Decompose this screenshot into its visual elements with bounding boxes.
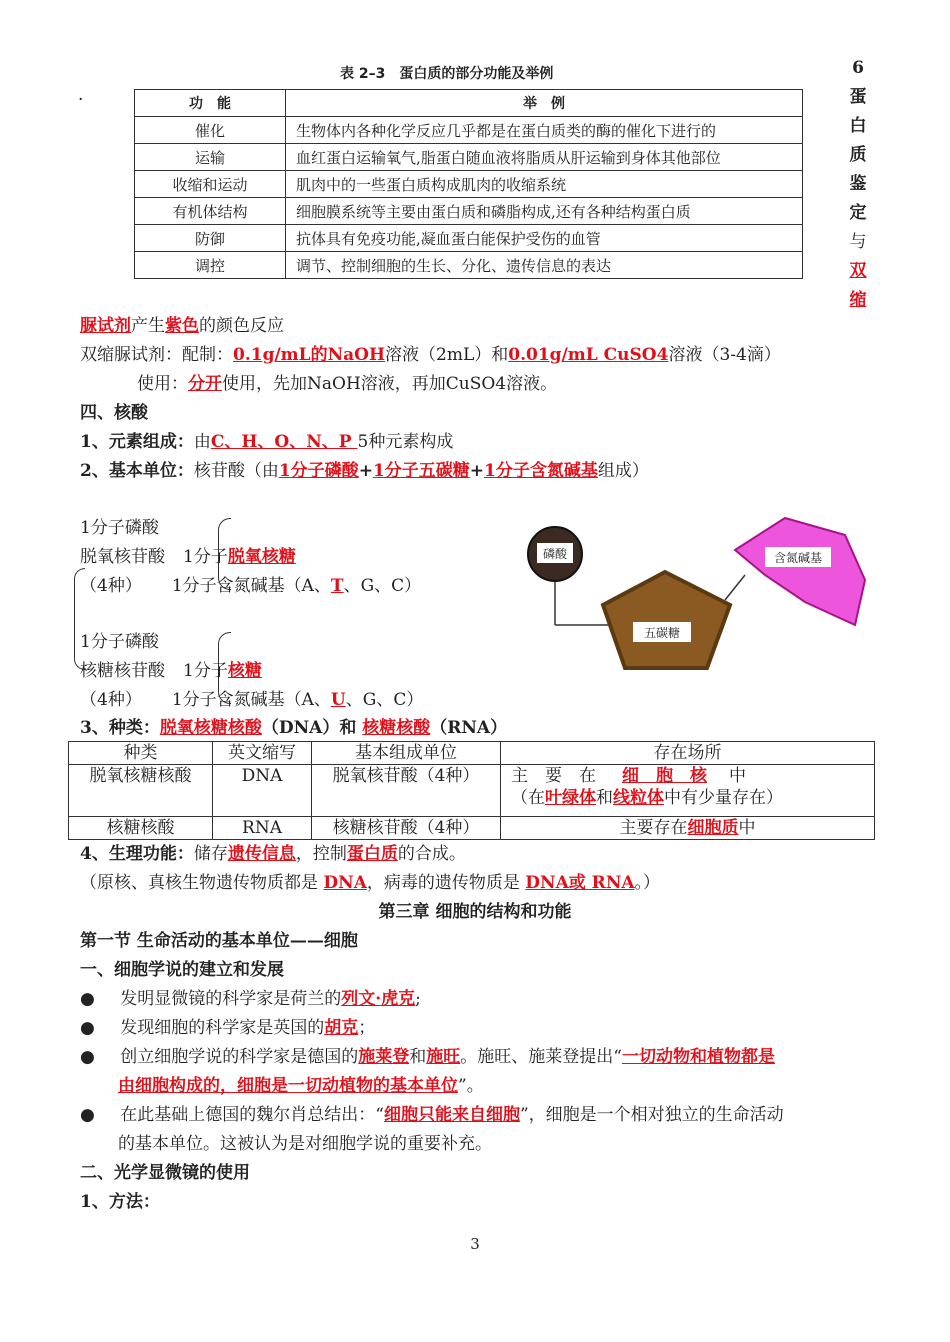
text: 组成） xyxy=(597,461,649,481)
highlight-term: 核糖核酸 xyxy=(362,718,431,738)
label: 4、生理功能： xyxy=(80,844,194,864)
bullet-item xyxy=(80,1016,375,1040)
cell-function: 催化 xyxy=(135,117,286,144)
cell-example: 调节、控制细胞的生长、分化、遗传信息的表达 xyxy=(286,252,803,279)
highlight-term: C、H、O、N、P xyxy=(210,432,358,452)
cell: 脱氧核苷酸（4种） xyxy=(312,765,501,817)
table-row xyxy=(135,144,803,171)
highlight-term: 列文·虎克 xyxy=(341,989,416,1009)
text: 核糖核苷酸 xyxy=(80,661,165,681)
side-char: 缩 xyxy=(849,290,867,310)
text: + xyxy=(358,461,373,481)
cell-function: 运输 xyxy=(135,144,286,171)
subsection-heading: 二、光学显微镜的使用 xyxy=(80,1163,250,1183)
highlight-term: 紫色 xyxy=(165,316,199,336)
text: 储存 xyxy=(193,844,228,864)
text: （DNA）和 xyxy=(261,718,363,738)
highlight-term: U xyxy=(330,690,346,710)
text: 5种元素构成 xyxy=(357,432,454,452)
side-heading xyxy=(846,54,870,315)
bond-line xyxy=(725,575,745,600)
table-row xyxy=(135,198,803,225)
cell-function: 收缩和运动 xyxy=(135,171,286,198)
nucleotide-diagram xyxy=(525,510,875,685)
text: 。施旺、施莱登提出“ xyxy=(460,1047,622,1067)
base-label: 含氮碱基 xyxy=(773,551,823,565)
table-header-row xyxy=(135,90,803,117)
text: 中 xyxy=(738,818,756,838)
text: 、G、C） xyxy=(343,576,422,596)
highlight-term: 脱氧核糖 xyxy=(227,547,296,567)
table-row xyxy=(69,765,875,817)
page-number: 3 xyxy=(470,1235,480,1253)
highlight-term: T xyxy=(330,576,344,596)
text: 溶液（2mL）和 xyxy=(385,345,509,365)
text: 使用： xyxy=(137,374,188,394)
nucleic-acid-table xyxy=(68,741,875,840)
side-char: 与 xyxy=(849,232,867,252)
stray-dot: · xyxy=(78,90,84,110)
highlight-term: DNA或 RNA xyxy=(525,873,635,893)
kinds-line xyxy=(80,716,507,740)
highlight-term: 由细胞构成的，细胞是一切动植物的基本单位 xyxy=(118,1076,458,1096)
highlight-term: 叶绿体 xyxy=(545,788,596,808)
reagent-prep-line xyxy=(80,343,781,367)
text: （RNA） xyxy=(430,718,508,738)
text: 产生 xyxy=(131,316,165,336)
side-char: 白 xyxy=(849,116,867,136)
text: 脱氧核苷酸 xyxy=(80,547,165,567)
highlight-term: 1分子含氮碱基 xyxy=(484,461,598,481)
table-row xyxy=(69,817,875,840)
text: 主 要 在 xyxy=(511,766,596,786)
bullet-item xyxy=(80,987,421,1011)
table-row xyxy=(135,171,803,198)
highlight-term: 脲试剂 xyxy=(80,316,131,336)
highlight-term: 分开 xyxy=(188,374,222,394)
highlight-term: 1分子五碳糖 xyxy=(372,461,470,481)
highlight-term: 一切动物和植物都是 xyxy=(621,1047,775,1067)
cell: DNA xyxy=(213,765,312,817)
text: 由 xyxy=(193,432,211,452)
text: 的合成。 xyxy=(397,844,466,864)
bullet-continuation: 的基本单位。这被认为是对细胞学说的重要补充。 xyxy=(118,1134,492,1154)
text: 、G、C） xyxy=(345,690,424,710)
text: 发明显微镜的科学家是荷兰的 xyxy=(120,989,342,1009)
label: 1、元素组成： xyxy=(80,432,194,452)
side-char: 蛋 xyxy=(849,87,867,107)
highlight-term: 胡克 xyxy=(324,1018,359,1038)
reagent-use-line xyxy=(137,372,557,396)
highlight-term: 核糖 xyxy=(227,661,262,681)
highlight-term: 细 胞 核 xyxy=(622,766,707,786)
text: 1分子含氮碱基（A、 xyxy=(171,576,331,596)
highlight-term: 线粒体 xyxy=(613,788,664,808)
text: 中有少量存在） xyxy=(664,788,783,808)
side-char: 鉴 xyxy=(849,174,867,194)
genetic-material-line xyxy=(80,871,660,895)
text: ; xyxy=(415,989,421,1009)
header-cell: 英文缩写 xyxy=(213,742,312,765)
text: 。） xyxy=(634,873,661,893)
sugar-pentagon xyxy=(603,572,730,668)
highlight-term: 施莱登 xyxy=(358,1047,410,1067)
text: 和 xyxy=(409,1047,427,1067)
cell-function: 有机体结构 xyxy=(135,198,286,225)
side-char: 6 xyxy=(852,58,864,78)
element-line xyxy=(80,430,453,454)
cell-function: 调控 xyxy=(135,252,286,279)
table-caption: 表 2–3 蛋白质的部分功能及举例 xyxy=(340,66,554,82)
group2-line xyxy=(80,659,262,683)
label: 2、基本单位： xyxy=(80,461,194,481)
header-cell: 基本组成单位 xyxy=(312,742,501,765)
cell-example: 生物体内各种化学反应几乎都是在蛋白质类的酶的催化下进行的 xyxy=(286,117,803,144)
group1-line xyxy=(80,545,296,569)
text: 在此基础上德国的魏尔肖总结出：“ xyxy=(120,1105,384,1125)
highlight-term: 1分子磷酸 xyxy=(278,461,359,481)
section-heading: 四、核酸 xyxy=(80,403,148,423)
text: 1分子 xyxy=(183,547,228,567)
text: 主要存在 xyxy=(619,818,688,838)
group2-line xyxy=(80,688,423,712)
phosphate-label: 磷酸 xyxy=(542,547,568,561)
label: 3、种类： xyxy=(80,718,160,738)
highlight-term: 脱氧核糖核酸 xyxy=(159,718,262,738)
bullet-continuation xyxy=(118,1074,484,1098)
subsection-heading: 一、细胞学说的建立和发展 xyxy=(80,960,284,980)
table-row xyxy=(135,117,803,144)
side-char: 质 xyxy=(849,145,867,165)
text: 1分子含氮碱基（A、 xyxy=(171,690,331,710)
table-row xyxy=(135,252,803,279)
text: （4种） xyxy=(80,690,142,710)
text: 创立细胞学说的科学家是德国的 xyxy=(120,1047,359,1067)
text: 双缩脲试剂：配制： xyxy=(80,345,233,365)
side-char: 定 xyxy=(849,203,867,223)
cell-function: 防御 xyxy=(135,225,286,252)
text: 1分子 xyxy=(183,661,228,681)
text: ，病毒的遗传物质是 xyxy=(366,873,526,893)
highlight-term: 遗传信息 xyxy=(227,844,296,864)
text: 的颜色反应 xyxy=(199,316,284,336)
text: 溶液（3-4滴） xyxy=(668,345,781,365)
text: 使用，先加NaOH溶液，再加CuSO4溶液。 xyxy=(222,374,558,394)
cell: 核糖核苷酸（4种） xyxy=(312,817,501,840)
cell: 核糖核酸 xyxy=(69,817,213,840)
group1-line: 1分子磷酸 xyxy=(80,518,159,538)
text: 中 xyxy=(729,766,746,786)
bullet-icon: ● xyxy=(80,1105,95,1125)
protein-function-table xyxy=(134,89,803,279)
text: 发现细胞的科学家是英国的 xyxy=(120,1018,325,1038)
bullet-icon: ● xyxy=(80,1018,95,1038)
section-title: 第一节 生命活动的基本单位——细胞 xyxy=(80,931,358,951)
group2-line: 1分子磷酸 xyxy=(80,632,159,652)
text: （在 xyxy=(511,788,545,808)
header-example: 举 例 xyxy=(286,90,803,117)
highlight-term: 0.01g/mL CuSO4 xyxy=(508,345,669,365)
sugar-label: 五碳糖 xyxy=(643,626,681,640)
text: ”。 xyxy=(458,1076,484,1096)
table-row xyxy=(135,225,803,252)
cell: 脱氧核糖核酸 xyxy=(69,765,213,817)
highlight-term: 细胞质 xyxy=(687,818,739,838)
header-cell: 存在场所 xyxy=(501,742,875,765)
bullet-item xyxy=(80,1103,784,1127)
text: （4种） xyxy=(80,576,142,596)
bullet-icon: ● xyxy=(80,989,95,1009)
header-cell: 种类 xyxy=(69,742,213,765)
cell-example: 肌肉中的一些蛋白质构成肌肉的收缩系统 xyxy=(286,171,803,198)
bullet-icon: ● xyxy=(80,1047,95,1067)
table-header-row xyxy=(69,742,875,765)
cell: RNA xyxy=(213,817,312,840)
method-label: 1、方法： xyxy=(80,1192,160,1212)
bullet-item xyxy=(80,1045,775,1069)
highlight-term: DNA xyxy=(323,873,367,893)
text: （原核、真核生物遗传物质都是 xyxy=(80,873,324,893)
cell-location xyxy=(501,765,875,817)
text: 和 xyxy=(596,788,613,808)
highlight-term: 蛋白质 xyxy=(346,844,398,864)
highlight-term: 施旺 xyxy=(426,1047,461,1067)
text: ”，细胞是一个相对独立的生命活动 xyxy=(519,1105,784,1125)
highlight-term: 细胞只能来自细胞 xyxy=(383,1105,520,1125)
base-shape xyxy=(735,518,865,625)
text: 核苷酸（由 xyxy=(193,461,279,481)
chapter-title: 第三章 细胞的结构和功能 xyxy=(378,902,572,922)
cell-location xyxy=(501,817,875,840)
highlight-term: 0.1g/mL的NaOH xyxy=(233,345,386,365)
group1-line xyxy=(80,574,421,598)
cell-example: 细胞膜系统等主要由蛋白质和磷脂构成,还有各种结构蛋白质 xyxy=(286,198,803,225)
cell-example: 血红蛋白运输氧气,脂蛋白随血液将脂质从肝运输到身体其他部位 xyxy=(286,144,803,171)
side-char: 双 xyxy=(849,261,867,281)
function-line xyxy=(80,842,466,866)
text: ； xyxy=(358,1018,376,1038)
header-function: 功 能 xyxy=(135,90,286,117)
unit-line xyxy=(80,459,649,483)
text: + xyxy=(469,461,485,481)
reagent-line xyxy=(80,314,284,338)
cell-example: 抗体具有免疫功能,凝血蛋白能保护受伤的血管 xyxy=(286,225,803,252)
text: ，控制 xyxy=(295,844,347,864)
